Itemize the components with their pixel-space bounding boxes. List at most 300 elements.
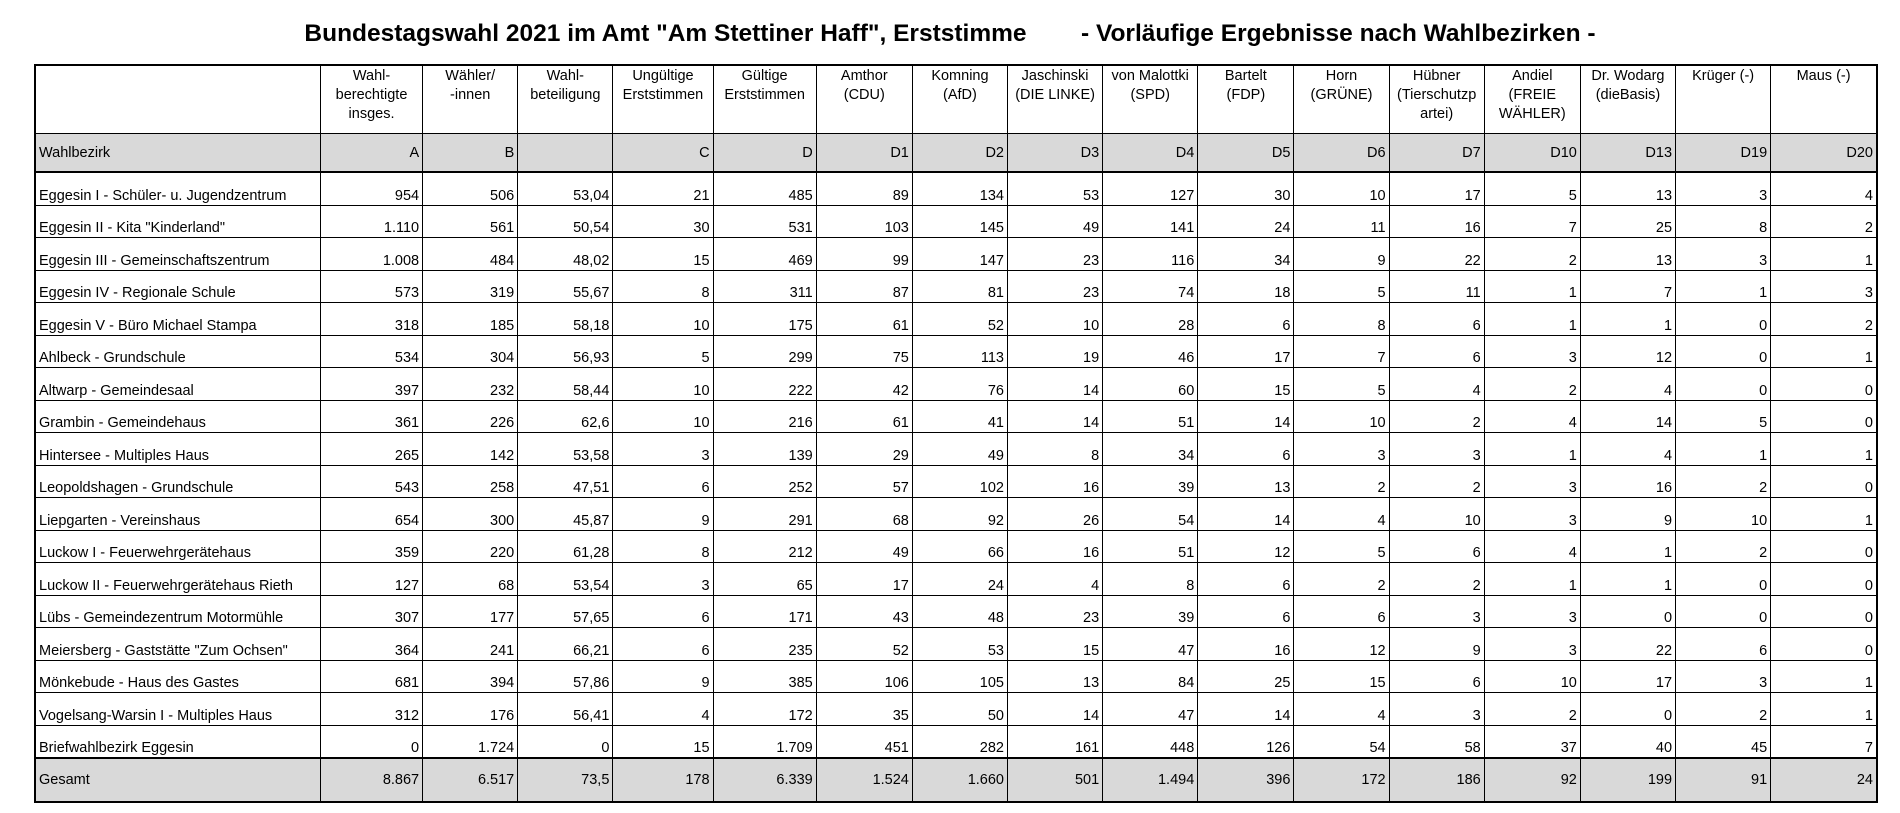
table-cell: 8 xyxy=(613,530,713,563)
table-cell: 6 xyxy=(1389,530,1484,563)
table-cell: 14 xyxy=(1198,400,1294,433)
table-cell: 9 xyxy=(613,498,713,531)
table-cell: 147 xyxy=(912,238,1007,271)
table-cell: 84 xyxy=(1103,660,1198,693)
table-cell: 6 xyxy=(613,595,713,628)
district-name: Vogelsang-Warsin I - Multiples Haus xyxy=(35,693,320,726)
table-cell: 23 xyxy=(1008,595,1103,628)
table-cell: 54 xyxy=(1294,725,1389,758)
table-cell: 2 xyxy=(1484,238,1580,271)
table-cell: 0 xyxy=(1676,563,1771,596)
total-cell: 24 xyxy=(1771,758,1877,802)
column-header: Horn (GRÜNE) xyxy=(1294,65,1389,134)
table-cell: 25 xyxy=(1580,205,1675,238)
column-code: D13 xyxy=(1580,134,1675,173)
table-cell: 29 xyxy=(816,433,912,466)
table-cell: 51 xyxy=(1103,400,1198,433)
column-header: Gültige Erststimmen xyxy=(713,65,816,134)
table-cell: 6 xyxy=(1198,563,1294,596)
table-cell: 17 xyxy=(1198,335,1294,368)
table-cell: 212 xyxy=(713,530,816,563)
table-cell: 6 xyxy=(1389,335,1484,368)
column-code-row xyxy=(35,134,1877,173)
table-cell: 13 xyxy=(1580,172,1675,205)
table-cell: 30 xyxy=(1198,172,1294,205)
table-row xyxy=(35,693,1877,726)
column-code: D xyxy=(713,134,816,173)
table-cell: 52 xyxy=(912,303,1007,336)
table-cell: 0 xyxy=(1676,335,1771,368)
page-title: Bundestagswahl 2021 im Amt "Am Stettiner Haff", Erststimme - Vorläufige Ergebnisse nach Wahlbezirken - xyxy=(304,20,1596,47)
table-cell: 5 xyxy=(1294,530,1389,563)
district-name: Hintersee - Multiples Haus xyxy=(35,433,320,466)
table-cell: 4 xyxy=(1580,368,1675,401)
table-cell: 81 xyxy=(912,270,1007,303)
table-cell: 2 xyxy=(1676,530,1771,563)
table-cell: 954 xyxy=(320,172,422,205)
table-cell: 681 xyxy=(320,660,422,693)
table-cell: 14 xyxy=(1008,693,1103,726)
table-cell: 235 xyxy=(713,628,816,661)
table-cell: 58,44 xyxy=(518,368,613,401)
table-cell: 53 xyxy=(1008,172,1103,205)
column-code: D6 xyxy=(1294,134,1389,173)
column-header: Maus (-) xyxy=(1771,65,1877,134)
district-name: Luckow I - Feuerwehrgerätehaus xyxy=(35,530,320,563)
table-cell: 1 xyxy=(1676,433,1771,466)
total-cell: 92 xyxy=(1484,758,1580,802)
table-cell: 469 xyxy=(713,238,816,271)
table-cell: 13 xyxy=(1580,238,1675,271)
column-header: Hübner (Tierschutzp artei) xyxy=(1389,65,1484,134)
table-cell: 15 xyxy=(1008,628,1103,661)
district-name: Eggesin I - Schüler- u. Jugendzentrum xyxy=(35,172,320,205)
table-cell: 17 xyxy=(816,563,912,596)
table-cell: 1 xyxy=(1580,303,1675,336)
table-cell: 364 xyxy=(320,628,422,661)
table-cell: 103 xyxy=(816,205,912,238)
table-cell: 185 xyxy=(423,303,518,336)
table-cell: 46 xyxy=(1103,335,1198,368)
table-cell: 3 xyxy=(1676,660,1771,693)
table-cell: 3 xyxy=(1484,595,1580,628)
table-cell: 0 xyxy=(1771,465,1877,498)
district-name: Grambin - Gemeindehaus xyxy=(35,400,320,433)
district-name: Luckow II - Feuerwehrgerätehaus Rieth xyxy=(35,563,320,596)
table-cell: 6 xyxy=(1198,433,1294,466)
table-cell: 14 xyxy=(1198,498,1294,531)
table-cell: 134 xyxy=(912,172,1007,205)
table-cell: 48,02 xyxy=(518,238,613,271)
table-cell: 47,51 xyxy=(518,465,613,498)
table-cell: 7 xyxy=(1294,335,1389,368)
table-cell: 139 xyxy=(713,433,816,466)
table-cell: 3 xyxy=(613,563,713,596)
table-row xyxy=(35,465,1877,498)
table-row xyxy=(35,530,1877,563)
table-cell: 15 xyxy=(1198,368,1294,401)
table-cell: 28 xyxy=(1103,303,1198,336)
table-cell: 16 xyxy=(1580,465,1675,498)
table-cell: 42 xyxy=(816,368,912,401)
table-cell: 62,6 xyxy=(518,400,613,433)
table-cell: 89 xyxy=(816,172,912,205)
table-cell: 300 xyxy=(423,498,518,531)
table-cell: 49 xyxy=(912,433,1007,466)
results-table xyxy=(34,64,1878,803)
table-cell: 8 xyxy=(613,270,713,303)
district-name: Eggesin V - Büro Michael Stampa xyxy=(35,303,320,336)
table-cell: 105 xyxy=(912,660,1007,693)
column-header: von Malottki (SPD) xyxy=(1103,65,1198,134)
table-cell: 13 xyxy=(1008,660,1103,693)
table-cell: 116 xyxy=(1103,238,1198,271)
table-cell: 37 xyxy=(1484,725,1580,758)
table-cell: 394 xyxy=(423,660,518,693)
table-cell: 258 xyxy=(423,465,518,498)
column-header: Wahl- beteiligung xyxy=(518,65,613,134)
table-row xyxy=(35,563,1877,596)
column-header: Wahl- berechtigte insges. xyxy=(320,65,422,134)
table-cell: 543 xyxy=(320,465,422,498)
table-cell: 53,54 xyxy=(518,563,613,596)
table-cell: 5 xyxy=(1294,270,1389,303)
table-cell: 66,21 xyxy=(518,628,613,661)
table-cell: 359 xyxy=(320,530,422,563)
table-row xyxy=(35,335,1877,368)
table-cell: 68 xyxy=(423,563,518,596)
table-cell: 0 xyxy=(1676,303,1771,336)
table-cell: 3 xyxy=(1484,628,1580,661)
table-cell: 1 xyxy=(1484,433,1580,466)
total-cell: 73,5 xyxy=(518,758,613,802)
district-name: Ahlbeck - Grundschule xyxy=(35,335,320,368)
table-cell: 265 xyxy=(320,433,422,466)
table-row xyxy=(35,628,1877,661)
table-cell: 175 xyxy=(713,303,816,336)
table-row xyxy=(35,238,1877,271)
table-cell: 226 xyxy=(423,400,518,433)
table-cell: 24 xyxy=(1198,205,1294,238)
total-row xyxy=(35,758,1877,802)
table-row xyxy=(35,270,1877,303)
table-cell: 3 xyxy=(1484,498,1580,531)
table-cell: 74 xyxy=(1103,270,1198,303)
table-cell: 1 xyxy=(1771,693,1877,726)
table-cell: 10 xyxy=(1008,303,1103,336)
table-cell: 57,86 xyxy=(518,660,613,693)
table-cell: 232 xyxy=(423,368,518,401)
table-cell: 14 xyxy=(1580,400,1675,433)
table-cell: 319 xyxy=(423,270,518,303)
table-row xyxy=(35,368,1877,401)
table-cell: 385 xyxy=(713,660,816,693)
table-cell: 311 xyxy=(713,270,816,303)
table-cell: 654 xyxy=(320,498,422,531)
table-cell: 24 xyxy=(912,563,1007,596)
table-cell: 61 xyxy=(816,400,912,433)
table-cell: 5 xyxy=(613,335,713,368)
table-cell: 47 xyxy=(1103,693,1198,726)
table-cell: 2 xyxy=(1676,465,1771,498)
table-cell: 0 xyxy=(1771,563,1877,596)
table-cell: 5 xyxy=(1676,400,1771,433)
table-row xyxy=(35,660,1877,693)
district-name: Altwarp - Gemeindesaal xyxy=(35,368,320,401)
table-cell: 9 xyxy=(1389,628,1484,661)
district-name: Briefwahlbezirk Eggesin xyxy=(35,725,320,758)
table-cell: 216 xyxy=(713,400,816,433)
table-cell: 4 xyxy=(1580,433,1675,466)
table-cell: 241 xyxy=(423,628,518,661)
total-cell: 6.339 xyxy=(713,758,816,802)
table-cell: 43 xyxy=(816,595,912,628)
table-cell: 3 xyxy=(1484,465,1580,498)
table-cell: 22 xyxy=(1580,628,1675,661)
column-code: D1 xyxy=(816,134,912,173)
column-header: Komning (AfD) xyxy=(912,65,1007,134)
table-cell: 0 xyxy=(1771,628,1877,661)
table-cell: 1 xyxy=(1771,335,1877,368)
column-header: Andiel (FREIE WÄHLER) xyxy=(1484,65,1580,134)
table-cell: 10 xyxy=(613,303,713,336)
column-header: Bartelt (FDP) xyxy=(1198,65,1294,134)
column-code: D19 xyxy=(1676,134,1771,173)
table-cell: 220 xyxy=(423,530,518,563)
table-cell: 60 xyxy=(1103,368,1198,401)
header-row xyxy=(35,65,1877,134)
table-cell: 11 xyxy=(1294,205,1389,238)
table-cell: 4 xyxy=(1484,400,1580,433)
table-cell: 561 xyxy=(423,205,518,238)
table-cell: 3 xyxy=(1484,335,1580,368)
table-cell: 1 xyxy=(1484,270,1580,303)
table-cell: 1.110 xyxy=(320,205,422,238)
table-cell: 19 xyxy=(1008,335,1103,368)
column-header: Dr. Wodarg (dieBasis) xyxy=(1580,65,1675,134)
table-cell: 10 xyxy=(1294,172,1389,205)
table-cell: 299 xyxy=(713,335,816,368)
district-name: Eggesin III - Gemeinschaftszentrum xyxy=(35,238,320,271)
table-cell: 3 xyxy=(1676,238,1771,271)
total-label: Gesamt xyxy=(35,758,320,802)
table-cell: 4 xyxy=(1294,693,1389,726)
table-cell: 4 xyxy=(1008,563,1103,596)
column-header: Krüger (-) xyxy=(1676,65,1771,134)
table-cell: 9 xyxy=(1580,498,1675,531)
table-row xyxy=(35,433,1877,466)
table-cell: 4 xyxy=(1389,368,1484,401)
table-cell: 7 xyxy=(1771,725,1877,758)
table-cell: 291 xyxy=(713,498,816,531)
total-cell: 91 xyxy=(1676,758,1771,802)
table-cell: 252 xyxy=(713,465,816,498)
district-name: Eggesin II - Kita "Kinderland" xyxy=(35,205,320,238)
table-cell: 9 xyxy=(1294,238,1389,271)
table-cell: 1 xyxy=(1771,660,1877,693)
table-cell: 0 xyxy=(1771,595,1877,628)
table-row xyxy=(35,205,1877,238)
table-cell: 6 xyxy=(1389,660,1484,693)
table-cell: 57,65 xyxy=(518,595,613,628)
table-cell: 16 xyxy=(1198,628,1294,661)
table-cell: 7 xyxy=(1484,205,1580,238)
table-cell: 9 xyxy=(613,660,713,693)
total-cell: 396 xyxy=(1198,758,1294,802)
table-cell: 61 xyxy=(816,303,912,336)
table-cell: 58,18 xyxy=(518,303,613,336)
table-cell: 2 xyxy=(1771,303,1877,336)
table-cell: 282 xyxy=(912,725,1007,758)
table-cell: 16 xyxy=(1389,205,1484,238)
table-cell: 307 xyxy=(320,595,422,628)
table-cell: 10 xyxy=(1676,498,1771,531)
table-cell: 1.709 xyxy=(713,725,816,758)
table-cell: 23 xyxy=(1008,270,1103,303)
table-cell: 92 xyxy=(912,498,1007,531)
table-cell: 14 xyxy=(1008,368,1103,401)
table-cell: 53,58 xyxy=(518,433,613,466)
table-cell: 145 xyxy=(912,205,1007,238)
table-cell: 3 xyxy=(1389,595,1484,628)
table-cell: 16 xyxy=(1008,465,1103,498)
table-cell: 127 xyxy=(320,563,422,596)
table-cell: 3 xyxy=(1771,270,1877,303)
table-cell: 451 xyxy=(816,725,912,758)
table-cell: 53,04 xyxy=(518,172,613,205)
table-cell: 126 xyxy=(1198,725,1294,758)
district-name: Liepgarten - Vereinshaus xyxy=(35,498,320,531)
district-name: Eggesin IV - Regionale Schule xyxy=(35,270,320,303)
column-code: B xyxy=(423,134,518,173)
table-cell: 534 xyxy=(320,335,422,368)
table-cell: 0 xyxy=(1580,693,1675,726)
table-cell: 3 xyxy=(1389,433,1484,466)
table-cell: 7 xyxy=(1580,270,1675,303)
table-row xyxy=(35,172,1877,205)
table-cell: 531 xyxy=(713,205,816,238)
table-cell: 52 xyxy=(816,628,912,661)
table-cell: 99 xyxy=(816,238,912,271)
table-cell: 484 xyxy=(423,238,518,271)
column-code: Wahlbezirk xyxy=(35,134,320,173)
table-cell: 49 xyxy=(1008,205,1103,238)
table-cell: 15 xyxy=(613,238,713,271)
column-code: D4 xyxy=(1103,134,1198,173)
table-cell: 8 xyxy=(1103,563,1198,596)
table-cell: 1 xyxy=(1771,498,1877,531)
column-code: D7 xyxy=(1389,134,1484,173)
table-cell: 0 xyxy=(518,725,613,758)
column-code: D3 xyxy=(1008,134,1103,173)
table-cell: 23 xyxy=(1008,238,1103,271)
table-cell: 8 xyxy=(1008,433,1103,466)
table-cell: 2 xyxy=(1389,400,1484,433)
table-cell: 10 xyxy=(613,400,713,433)
table-cell: 2 xyxy=(1294,465,1389,498)
column-code: D2 xyxy=(912,134,1007,173)
table-cell: 26 xyxy=(1008,498,1103,531)
table-cell: 6 xyxy=(1294,595,1389,628)
table-cell: 22 xyxy=(1389,238,1484,271)
total-cell: 199 xyxy=(1580,758,1675,802)
table-cell: 11 xyxy=(1389,270,1484,303)
column-header: Jaschinski (DIE LINKE) xyxy=(1008,65,1103,134)
table-cell: 10 xyxy=(613,368,713,401)
table-cell: 47 xyxy=(1103,628,1198,661)
column-code: D10 xyxy=(1484,134,1580,173)
table-cell: 573 xyxy=(320,270,422,303)
total-cell: 186 xyxy=(1389,758,1484,802)
table-cell: 68 xyxy=(816,498,912,531)
total-cell: 1.524 xyxy=(816,758,912,802)
table-cell: 0 xyxy=(1676,595,1771,628)
table-cell: 141 xyxy=(1103,205,1198,238)
table-cell: 14 xyxy=(1198,693,1294,726)
table-cell: 172 xyxy=(713,693,816,726)
table-cell: 15 xyxy=(613,725,713,758)
table-cell: 39 xyxy=(1103,595,1198,628)
table-cell: 12 xyxy=(1198,530,1294,563)
table-cell: 2 xyxy=(1389,563,1484,596)
table-cell: 40 xyxy=(1580,725,1675,758)
table-cell: 16 xyxy=(1008,530,1103,563)
table-cell: 65 xyxy=(713,563,816,596)
table-cell: 6 xyxy=(1676,628,1771,661)
table-cell: 0 xyxy=(1771,530,1877,563)
table-cell: 177 xyxy=(423,595,518,628)
table-cell: 58 xyxy=(1389,725,1484,758)
district-name: Leopoldshagen - Grundschule xyxy=(35,465,320,498)
table-cell: 12 xyxy=(1580,335,1675,368)
table-row xyxy=(35,725,1877,758)
table-cell: 127 xyxy=(1103,172,1198,205)
table-cell: 34 xyxy=(1103,433,1198,466)
table-cell: 0 xyxy=(320,725,422,758)
table-cell: 61,28 xyxy=(518,530,613,563)
table-cell: 15 xyxy=(1294,660,1389,693)
table-cell: 50,54 xyxy=(518,205,613,238)
table-cell: 1 xyxy=(1771,433,1877,466)
table-row xyxy=(35,400,1877,433)
table-cell: 56,93 xyxy=(518,335,613,368)
column-header xyxy=(35,65,320,134)
table-cell: 0 xyxy=(1676,368,1771,401)
table-cell: 304 xyxy=(423,335,518,368)
table-cell: 485 xyxy=(713,172,816,205)
table-cell: 102 xyxy=(912,465,1007,498)
table-cell: 6 xyxy=(1198,303,1294,336)
table-cell: 34 xyxy=(1198,238,1294,271)
table-cell: 45,87 xyxy=(518,498,613,531)
table-cell: 45 xyxy=(1676,725,1771,758)
table-cell: 10 xyxy=(1484,660,1580,693)
table-cell: 1 xyxy=(1484,303,1580,336)
table-row xyxy=(35,498,1877,531)
table-cell: 4 xyxy=(1484,530,1580,563)
table-cell: 176 xyxy=(423,693,518,726)
table-cell: 66 xyxy=(912,530,1007,563)
table-cell: 6 xyxy=(1389,303,1484,336)
column-code xyxy=(518,134,613,173)
table-cell: 56,41 xyxy=(518,693,613,726)
table-cell: 312 xyxy=(320,693,422,726)
table-cell: 142 xyxy=(423,433,518,466)
table-cell: 361 xyxy=(320,400,422,433)
table-cell: 87 xyxy=(816,270,912,303)
table-cell: 171 xyxy=(713,595,816,628)
column-code: C xyxy=(613,134,713,173)
